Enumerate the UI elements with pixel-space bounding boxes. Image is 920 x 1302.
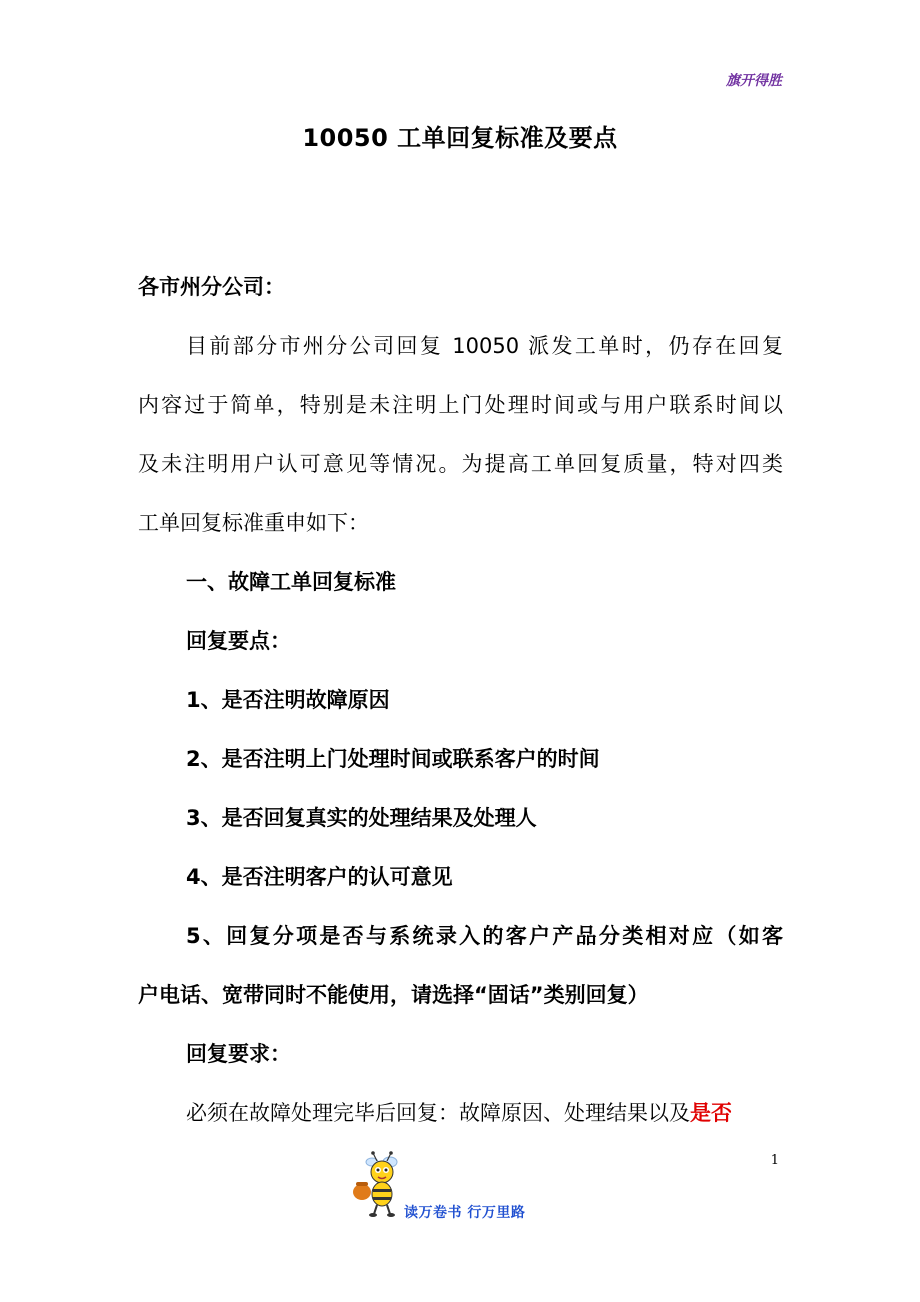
header-tag: 旗开得胜 (726, 73, 782, 89)
requirements-text-main: 必须在故障处理完毕后回复：故障原因、处理结果以及 (186, 1101, 690, 1125)
intro-line-4: 工单回复标准重申如下： (138, 511, 369, 535)
requirements-highlight: 是否 (690, 1101, 732, 1125)
footer-logo (350, 1148, 550, 1223)
intro-line-3: 及未注明用户认可意见等情况。为提高工单回复质量，特对四类 (138, 452, 783, 476)
point-item: 3、是否回复真实的处理结果及处理人 (186, 806, 537, 830)
footer-slogan: 读万卷书 行万里路 (404, 1205, 526, 1221)
page-number: 1 (770, 1153, 779, 1168)
requirements-label: 回复要求： (186, 1042, 291, 1066)
section-heading: 一、故障工单回复标准 (186, 570, 396, 594)
point-5-line-1: 5、回复分项是否与系统录入的客户产品分类相对应（如客 (186, 924, 783, 948)
document-title: 10050 工单回复标准及要点 (302, 124, 618, 152)
points-label: 回复要点： (186, 629, 291, 653)
requirements-text (138, 1084, 783, 1143)
point-item: 4、是否注明客户的认可意见 (186, 865, 453, 889)
intro-line-1: 目前部分市州分公司回复 10050 派发工单时，仍存在回复 (186, 334, 783, 358)
document-body (138, 258, 783, 1143)
bee-mascot-icon (350, 1148, 406, 1220)
intro-line-2: 内容过于简单，特别是未注明上门处理时间或与用户联系时间以 (138, 393, 783, 417)
point-item: 2、是否注明上门处理时间或联系客户的时间 (186, 747, 600, 771)
point-5-line-2: 户电话、宽带同时不能使用，请选择“固话”类别回复） (138, 983, 649, 1007)
salutation: 各市州分公司： (138, 275, 285, 299)
point-item: 1、是否注明故障原因 (186, 688, 390, 712)
